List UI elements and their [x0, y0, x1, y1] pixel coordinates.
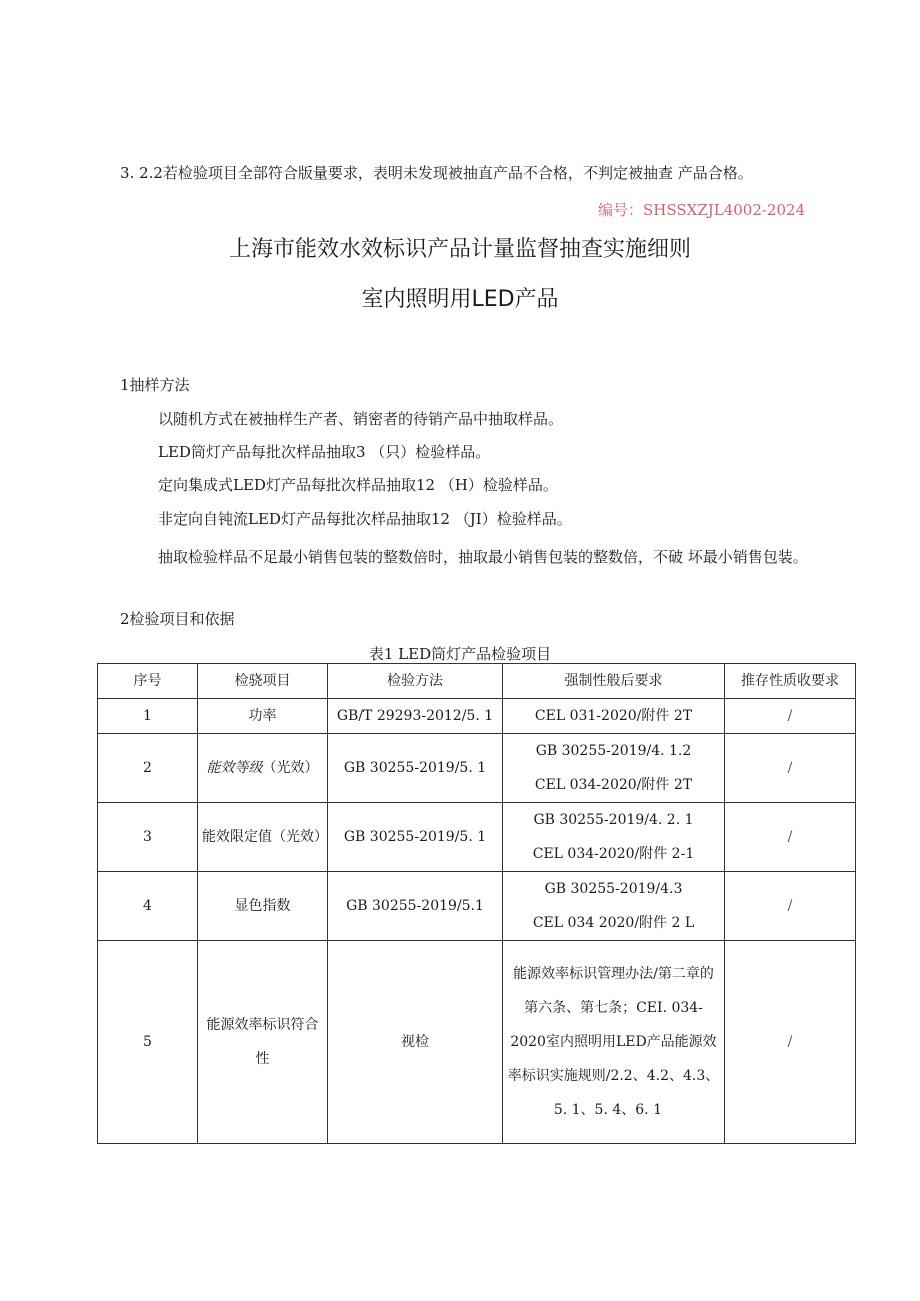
table-row	[98, 941, 856, 1144]
header-recommended: 推存性质收要求	[725, 664, 856, 699]
cell-item-suffix: （光效）	[262, 760, 319, 776]
cell-mandatory-line: CEL 034-2020/附件 2-1	[532, 846, 695, 862]
cell-recommended: /	[725, 941, 856, 1144]
cell-no: 2	[98, 734, 198, 803]
cell-recommended: /	[725, 699, 856, 734]
cell-method: 视检	[328, 941, 503, 1144]
header-mandatory: 强制性般后要求	[503, 664, 725, 699]
table-row	[98, 734, 856, 803]
cell-mandatory	[503, 803, 725, 872]
cell-no: 3	[98, 803, 198, 872]
cell-no: 4	[98, 872, 198, 941]
cell-mandatory-line: CEL 034 2020/附件 2 L	[532, 915, 695, 931]
intro-paragraph: 3. 2.2若检验项目全部符合版量要求，表明未发现被抽直产品不合格，不判定被抽查 产品合格。	[120, 164, 753, 182]
cell-mandatory	[503, 734, 725, 803]
cell-mandatory-line: GB 30255-2019/4. 1.2	[535, 743, 692, 759]
cell-mandatory-line: GB 30255-2019/4.3	[544, 881, 683, 897]
section-heading-inspection: 2检验项目和依据	[120, 610, 235, 628]
cell-item: 显色指数	[198, 872, 328, 941]
section-heading-sampling: 1抽样方法	[120, 376, 190, 394]
inspection-table	[97, 663, 856, 1144]
cell-no: 1	[98, 699, 198, 734]
table-caption: 表1 LED筒灯产品检验项目	[368, 645, 552, 663]
paragraph: 抽取检验样品不足最小销售包装的整数倍时，抽取最小销售包装的整数倍，不破 坏最小销售包装。	[158, 548, 808, 566]
cell-item: 功率	[198, 699, 328, 734]
cell-mandatory-line: 5. 1、5. 4、6. 1	[553, 1102, 662, 1118]
cell-mandatory-line: GB 30255-2019/4. 2. 1	[533, 812, 694, 828]
cell-item	[198, 734, 328, 803]
cell-mandatory	[503, 872, 725, 941]
table-row	[98, 803, 856, 872]
cell-method: GB 30255-2019/5. 1	[328, 803, 503, 872]
paragraph: 定向集成式LED灯产品每批次样品抽取12 （H）检验样品。	[158, 476, 558, 494]
cell-mandatory: CEL 031-2020/附件 2T	[503, 699, 725, 734]
cell-mandatory	[503, 941, 725, 1144]
header-no: 序号	[98, 664, 198, 699]
cell-method: GB/T 29293-2012/5. 1	[328, 699, 503, 734]
document-title: 上海市能效水效标识产品计量监督抽查实施细则	[228, 237, 691, 262]
table-header-row	[98, 664, 856, 699]
document-number: 编号：SHSSXZJL4002-2024	[598, 201, 806, 219]
cell-no: 5	[98, 941, 198, 1144]
cell-method: GB 30255-2019/5.1	[328, 872, 503, 941]
cell-method: GB 30255-2019/5. 1	[328, 734, 503, 803]
header-item: 检骁项目	[198, 664, 328, 699]
cell-item-main: 能效等级	[206, 760, 263, 776]
table-row	[98, 699, 856, 734]
paragraph: LED筒灯产品每批次样品抽取3 （只）检验样品。	[158, 443, 491, 461]
cell-recommended: /	[725, 872, 856, 941]
cell-mandatory-line: 能源效率标识管理办法/第二章的第六条、第七条；CEI. 034-2020室内照明用LED产品能源效率标识实施规则/2.2、4.2、4.3、	[507, 966, 720, 1084]
cell-item: 能源效率标识符合性	[198, 941, 328, 1144]
paragraph: 非定向自钝流LED灯产品每批次样品抽取12 （JI）检验样品。	[158, 510, 572, 528]
header-method: 检验方法	[328, 664, 503, 699]
paragraph: 以随机方式在被抽样生产者、销密者的待销产品中抽取样品。	[158, 410, 564, 428]
cell-mandatory-line: CEL 034-2020/附件 2T	[534, 777, 693, 793]
document-subtitle: 室内照明用LED产品	[361, 287, 559, 312]
cell-item: 能效限定值（光效）	[198, 803, 328, 872]
cell-recommended: /	[725, 803, 856, 872]
cell-recommended: /	[725, 734, 856, 803]
table-row	[98, 872, 856, 941]
